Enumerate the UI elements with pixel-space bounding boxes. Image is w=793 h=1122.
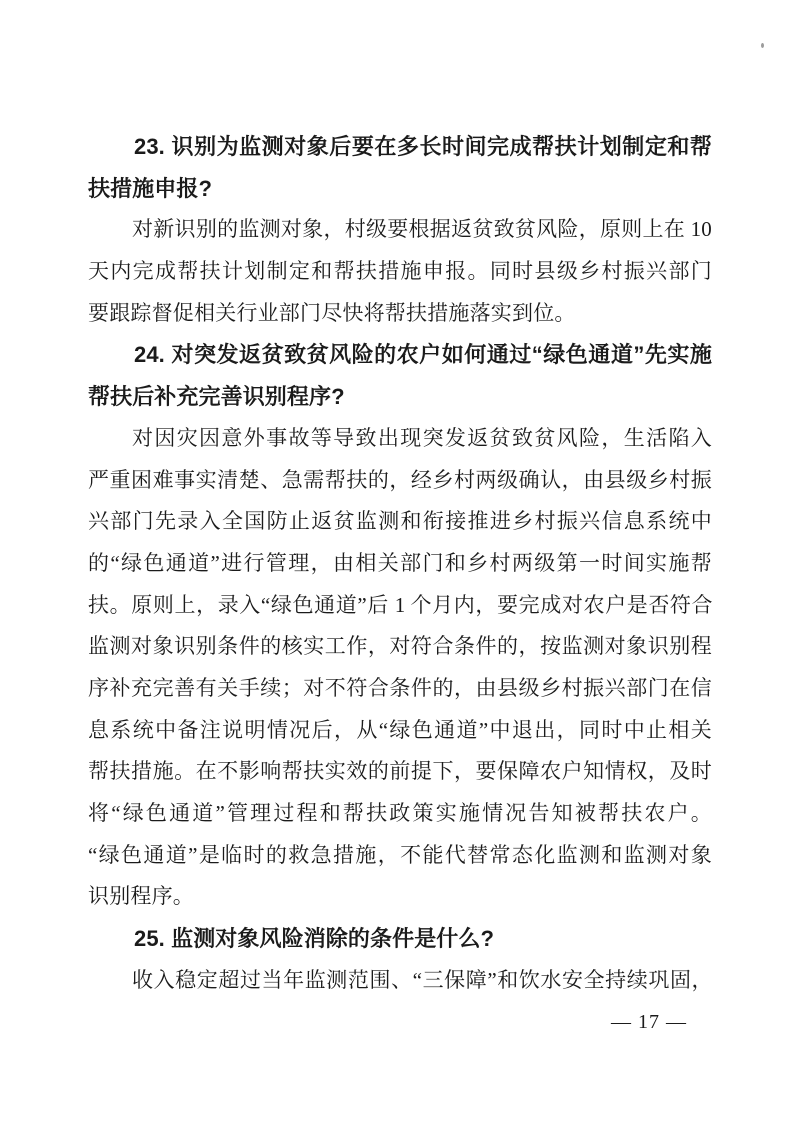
question-24-line-1: 24. 对突发返贫致贫风险的农户如何通过“绿色通道”先实施	[134, 342, 712, 368]
answer-23-line-1: 对新识别的监测对象，村级要根据返贫致贫风险，原则上在 10	[132, 217, 712, 242]
scan-speck	[761, 43, 764, 48]
answer-24-line-4: 的“绿色通道”进行管理，由相关部门和乡村两级第一时间实施帮	[88, 550, 712, 575]
answer-24-line-9: 帮扶措施。在不影响帮扶实效的前提下，要保障农户知情权，及时	[88, 759, 712, 784]
qa-item-24	[88, 334, 712, 918]
question-25-line-1: 25. 监测对象风险消除的条件是什么?	[134, 926, 495, 952]
page-footer	[0, 1006, 793, 1038]
answer-24-line-8: 息系统中备注说明情况后，从“绿色通道”中退出，同时中止相关	[88, 717, 712, 742]
answer-23-line-3: 要跟踪督促相关行业部门尽快将帮扶措施落实到位。	[88, 300, 576, 325]
qa-item-23	[88, 126, 712, 334]
question-23-line-1: 23. 识别为监测对象后要在多长时间完成帮扶计划制定和帮	[134, 134, 712, 159]
answer-24-line-1: 对因灾因意外事故等导致出现突发返贫致贫风险，生活陷入	[132, 425, 712, 450]
answer-24-line-11: “绿色通道”是临时的救急措施，不能代替常态化监测和监测对象	[88, 842, 712, 867]
document-text-block	[88, 126, 712, 1001]
answer-24-line-10: 将“绿色通道”管理过程和帮扶政策实施情况告知被帮扶农户。	[88, 801, 712, 825]
question-24-line-2: 帮扶后补充完善识别程序?	[88, 384, 345, 410]
answer-24-line-6: 监测对象识别条件的核实工作，对符合条件的，按监测对象识别程	[88, 634, 712, 659]
answer-25-line-1: 收入稳定超过当年监测范围、“三保障”和饮水安全持续巩固，	[132, 967, 712, 992]
qa-item-25	[88, 918, 712, 1001]
page-number: — 17 —	[611, 1011, 687, 1033]
answer-24-line-5: 扶。原则上，录入“绿色通道”后 1 个月内，要完成对农户是否符合	[88, 592, 712, 617]
answer-24-line-2: 严重困难事实清楚、急需帮扶的，经乡村两级确认，由县级乡村振	[88, 467, 712, 492]
answer-23-line-2: 天内完成帮扶计划制定和帮扶措施申报。同时县级乡村振兴部门	[88, 259, 712, 284]
answer-24-line-12: 识别程序。	[88, 884, 194, 909]
answer-24-line-7: 序补充完善有关手续；对不符合条件的，由县级乡村振兴部门在信	[88, 675, 712, 700]
answer-24-line-3: 兴部门先录入全国防止返贫监测和衔接推进乡村振兴信息系统中	[88, 509, 712, 534]
question-23-line-2: 扶措施申报?	[88, 175, 213, 201]
